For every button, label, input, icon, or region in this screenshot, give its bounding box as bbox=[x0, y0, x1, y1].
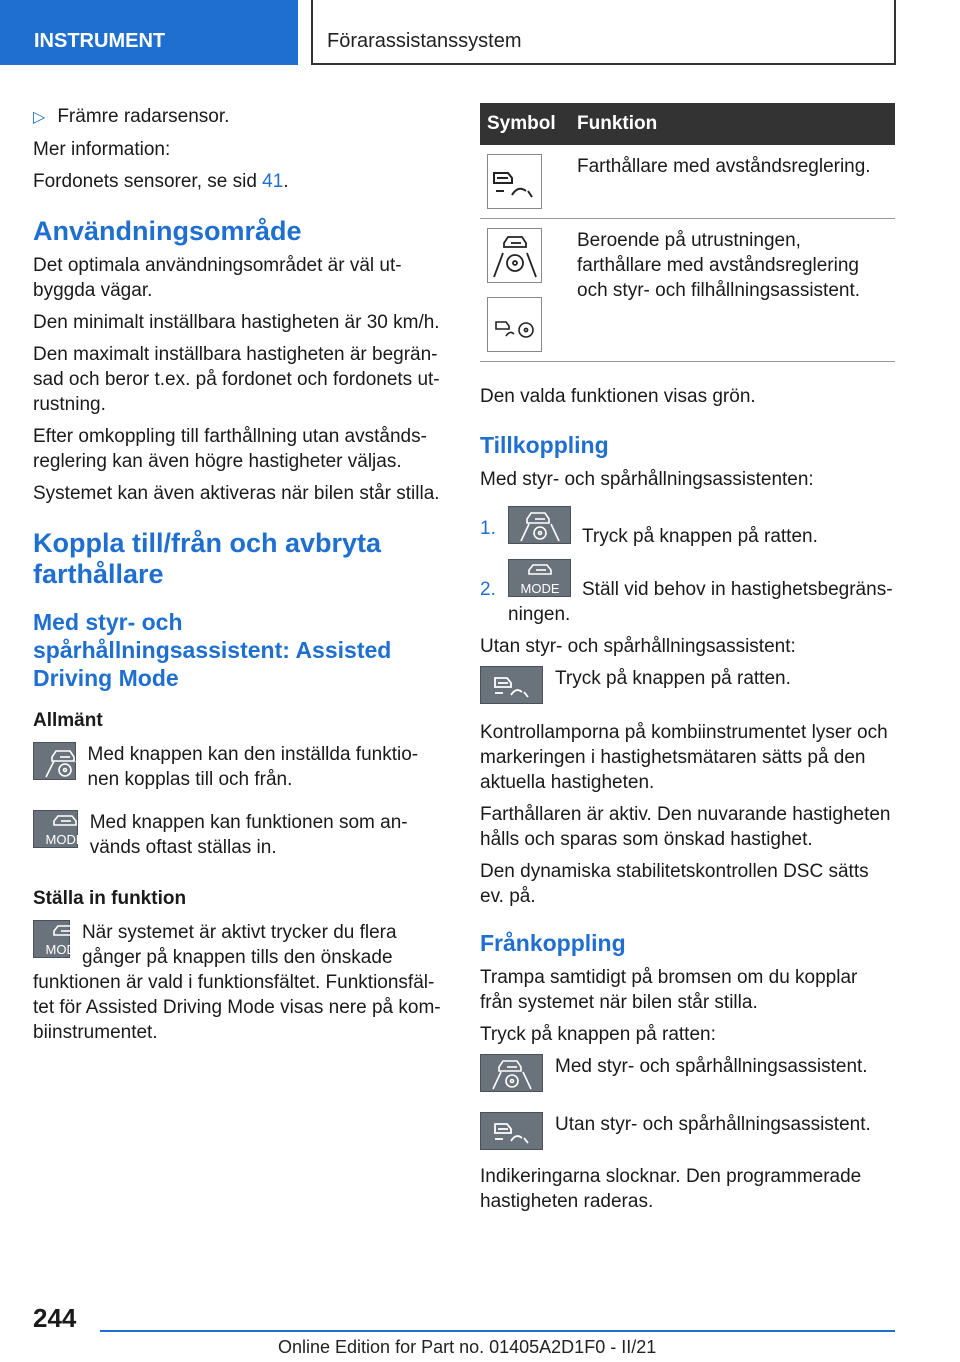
footer-divider bbox=[100, 1330, 895, 1332]
left-column bbox=[33, 100, 443, 1052]
cruise-steering-icon bbox=[487, 297, 542, 352]
sensors-reference: Fordonets sensorer, se sid 41. bbox=[33, 171, 289, 192]
heading-toggle: Koppla till/från och avbryta farthållare bbox=[33, 528, 382, 589]
selected-info: Den valda funktionen visas grön. bbox=[480, 386, 756, 407]
cruise-distance-button-icon bbox=[480, 666, 543, 704]
set-function-row: MODE När systemet är aktivt trycker du flera gånger på knappen tills den önskade bbox=[33, 920, 443, 970]
heading-general: Allmänt bbox=[33, 710, 103, 731]
bullet-item: ▷ Främre radarsensor. bbox=[33, 106, 230, 127]
triangle-bullet-icon: ▷ bbox=[33, 109, 46, 126]
general-row-1: Med knappen kan den inställda funktio-nen kopplas till och från. bbox=[33, 742, 443, 792]
svg-text:MODE: MODE bbox=[520, 581, 560, 596]
usage-paragraph: Efter omkoppling till farthållning utan avstånds-reglering kan även högre hastigheter väljas. bbox=[33, 426, 427, 472]
table-row: Farthållare med avståndsreglering. bbox=[480, 145, 895, 219]
chapter-tab bbox=[311, 0, 896, 65]
usage-paragraph: Det optimala användningsområdet är väl ut-byggda vägar. bbox=[33, 255, 402, 301]
steering-assist-button-icon bbox=[480, 1054, 543, 1092]
engage-without-row: Tryck på knappen på ratten. bbox=[480, 666, 895, 704]
mode-button-icon bbox=[33, 920, 85, 958]
more-info-label: Mer information: bbox=[33, 139, 171, 160]
disengage-paragraph: Trampa samtidigt på bromsen om du kopplar från systemet när bilen står stilla. bbox=[480, 967, 858, 1013]
heading-engage: Tillkoppling bbox=[480, 432, 609, 458]
right-column bbox=[480, 103, 895, 1221]
engage-with-label: Med styr- och spårhållningsassistenten: bbox=[480, 469, 814, 490]
steering-assist-button-icon bbox=[508, 506, 571, 544]
edition-text: Online Edition for Part no. 01405A2D1F0 - II/21 bbox=[278, 1337, 657, 1357]
heading-set-function: Ställa in funktion bbox=[33, 888, 187, 909]
table-row: Beroende på utrustningen, farthållare med avståndsreglering och styr- och filhållningsassistent. bbox=[480, 219, 895, 362]
table-header-function: Funktion bbox=[570, 103, 895, 145]
active-paragraph: Farthållaren är aktiv. Den nuvarande hastigheten hålls och sparas som önskad hastighet. bbox=[480, 804, 891, 850]
page-link[interactable]: 41 bbox=[262, 171, 284, 192]
cruise-distance-icon bbox=[487, 154, 542, 209]
heading-assisted-driving: Med styr- och spårhållningsassistent: Assisted Driving Mode bbox=[33, 609, 392, 691]
cruise-distance-button-icon bbox=[480, 1112, 543, 1150]
mode-button-icon bbox=[33, 810, 85, 848]
page-number: 244 bbox=[33, 1303, 77, 1333]
usage-paragraph: Den minimalt inställbara hastigheten är 30 km/h. bbox=[33, 312, 440, 333]
step-2: 2. MODE Ställ vid behov in hastighetsbegräns- bbox=[480, 559, 895, 602]
usage-paragraph: Den maximalt inställbara hastigheten är begrän-sad och beror t.ex. på fordonet och fordonets ut-rustning. bbox=[33, 344, 440, 415]
svg-text:MODE: MODE bbox=[45, 942, 85, 957]
set-function-paragraph: funktionen är vald i funktionsfältet. Funktionsfäl-tet för Assisted Driving Mode visas nere på kom-biinstrumentet. bbox=[33, 972, 441, 1043]
general-row-2: MODE Med knappen kan funktionen som an-vänds oftast ställas in. bbox=[33, 810, 443, 860]
heading-disengage: Frånkoppling bbox=[480, 930, 626, 956]
step-2-continued: ningen. bbox=[508, 604, 571, 625]
indicator-paragraph: Kontrollamporna på kombiinstrumentet lyser och markeringen i hastighetsmätaren sätts på den aktuella hastigheten. bbox=[480, 722, 888, 793]
step-1: 1. Tryck på knappen på ratten. bbox=[480, 506, 895, 549]
disengage-with-row: Med styr- och spårhållningsassistent. bbox=[480, 1054, 895, 1092]
usage-paragraph: Systemet kan även aktiveras när bilen står stilla. bbox=[33, 483, 440, 504]
steering-assist-icon bbox=[487, 228, 542, 283]
disengage-end: Indikeringarna slocknar. Den programmerade hastigheten raderas. bbox=[480, 1166, 862, 1212]
steering-assist-button-icon bbox=[33, 742, 76, 780]
section-title: INSTRUMENT bbox=[34, 30, 166, 52]
symbol-table bbox=[480, 103, 895, 362]
disengage-paragraph: Tryck på knappen på ratten: bbox=[480, 1024, 716, 1045]
chapter-title: Förarassistanssystem bbox=[327, 30, 522, 52]
disengage-without-row: Utan styr- och spårhållningsassistent. bbox=[480, 1112, 895, 1150]
engage-without-label: Utan styr- och spårhållningsassistent: bbox=[480, 636, 796, 657]
table-header-symbol: Symbol bbox=[480, 103, 570, 145]
section-tab bbox=[0, 0, 298, 65]
mode-button-icon bbox=[508, 559, 571, 597]
heading-usage: Användningsområde bbox=[33, 216, 302, 246]
svg-text:MODE: MODE bbox=[45, 832, 85, 847]
dsc-paragraph: Den dynamiska stabilitetskontrollen DSC sätts ev. på. bbox=[480, 861, 869, 907]
